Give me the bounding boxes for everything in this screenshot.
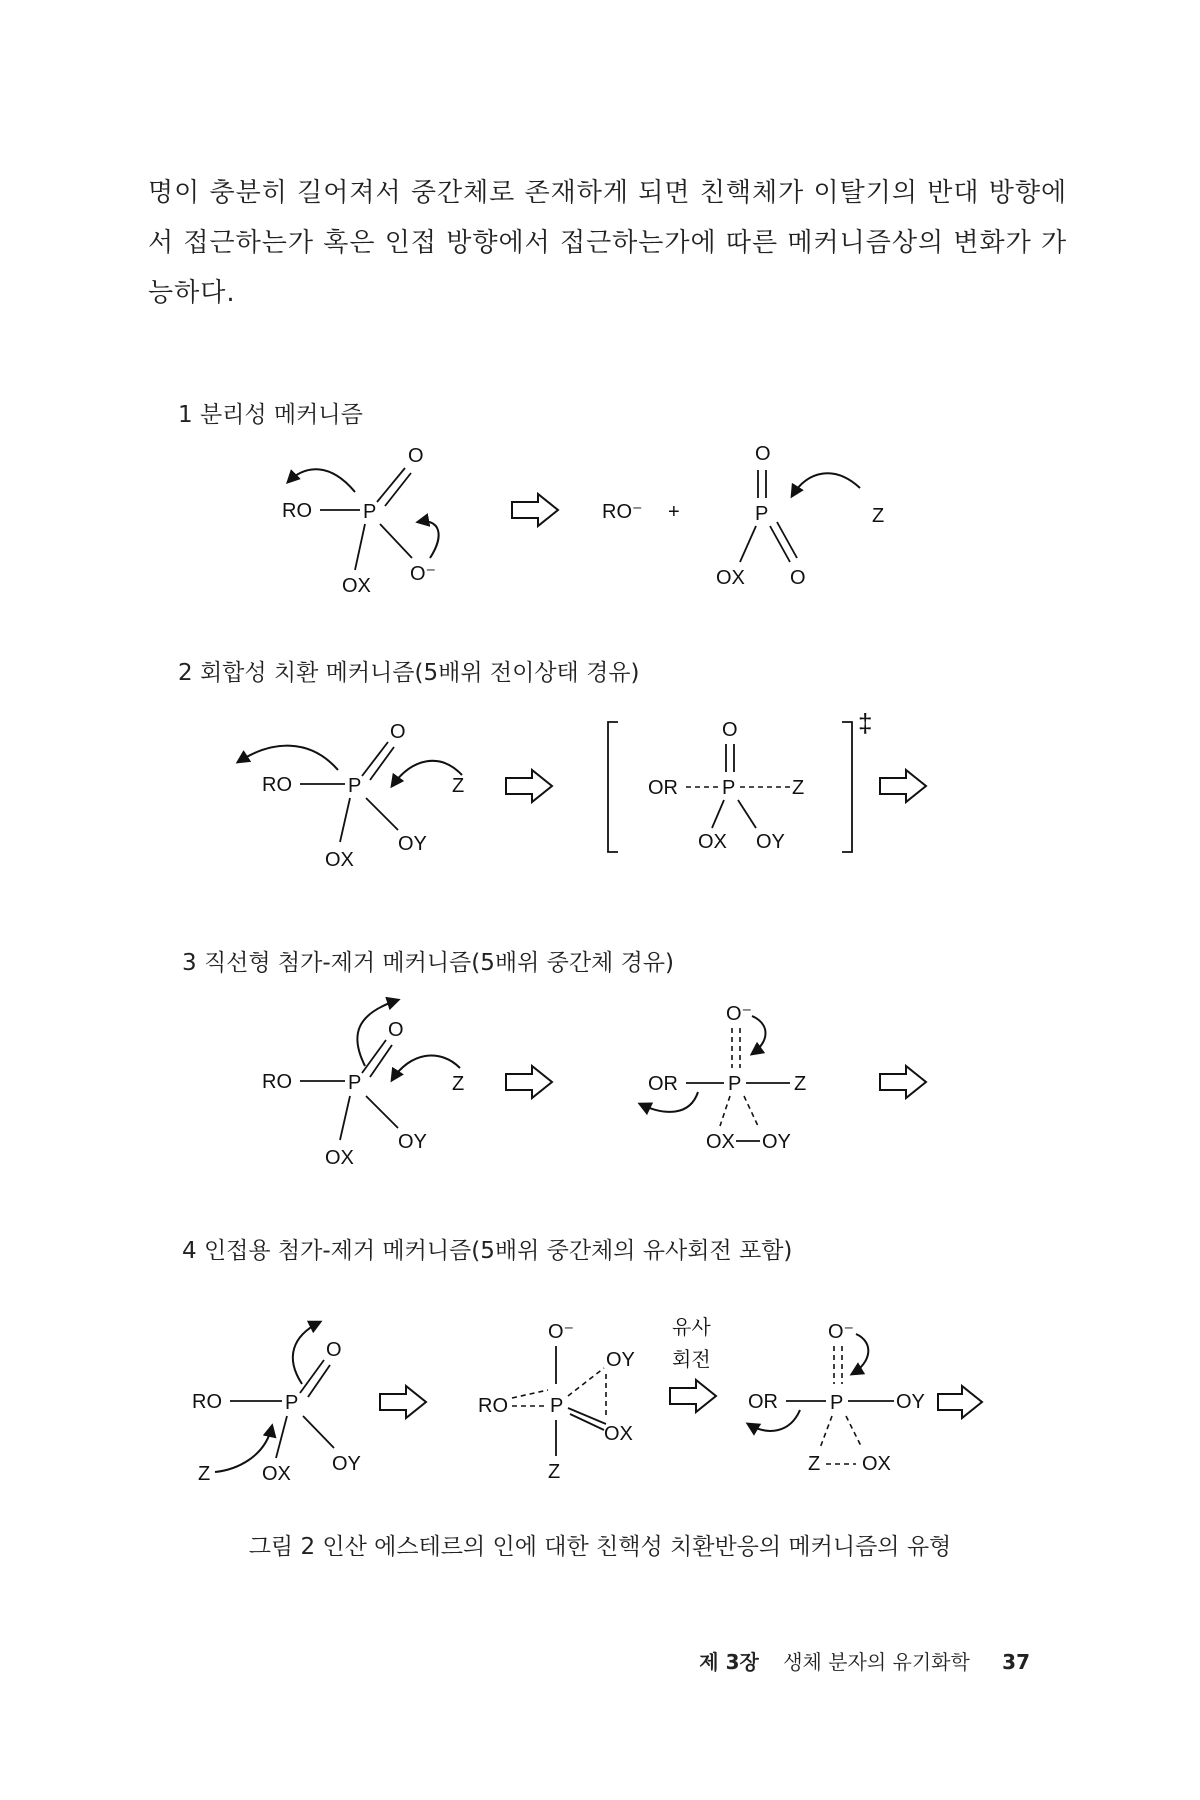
label-Z: Z (808, 1453, 821, 1475)
scheme-3-in-line (0, 986, 1200, 1176)
label-P: P (728, 1073, 742, 1095)
label-O: O (408, 445, 424, 467)
label-O: O (388, 1019, 404, 1041)
label-OX: OX (342, 575, 371, 597)
label-OX: OX (716, 567, 745, 589)
label-RO: RO (262, 1071, 292, 1093)
label-plus: + (668, 501, 680, 523)
label-RO: RO (262, 774, 292, 796)
label-P: P (348, 1072, 362, 1094)
paragraph-line: 능하다. (148, 278, 236, 308)
reaction-arrow-icon (380, 1386, 426, 1418)
label-P: P (722, 777, 736, 799)
reaction-arrow-icon (880, 1066, 926, 1098)
reaction-arrow-icon (880, 770, 926, 802)
label-pseudo-rotation-1: 유사 (672, 1315, 711, 1339)
label-Z: Z (548, 1461, 561, 1483)
label-dagger: ‡ (858, 708, 873, 738)
label-O: O (390, 721, 406, 743)
label-O-minus: O⁻ (828, 1321, 855, 1343)
footer-title: 생체 분자의 유기화학 (783, 1650, 970, 1674)
label-Z: Z (792, 777, 805, 799)
label-OR: OR (748, 1391, 778, 1413)
label-Z: Z (452, 1073, 465, 1095)
label-OR: OR (648, 1073, 678, 1095)
label-OX: OX (325, 1147, 354, 1169)
label-OY: OY (606, 1349, 635, 1371)
label-OY: OY (332, 1453, 361, 1475)
label-O-minus: O⁻ (548, 1321, 575, 1343)
label-OY: OY (398, 833, 427, 855)
section-title-3: 3 직선형 첨가-제거 메커니즘(5배위 중간체 경유) (182, 950, 674, 976)
label-OX: OX (698, 831, 727, 853)
label-O: O (790, 567, 806, 589)
scheme-4-adjacent (0, 1278, 1200, 1488)
reaction-arrow-icon (506, 770, 552, 802)
section-title-1: 1 분리성 메커니즘 (178, 402, 363, 428)
footer-chapter: 제 3장 (699, 1650, 759, 1674)
label-OY: OY (762, 1131, 791, 1153)
label-P: P (285, 1392, 299, 1414)
reaction-arrow-icon (938, 1386, 982, 1418)
page-number: 37 (1002, 1650, 1030, 1674)
label-O-minus: O⁻ (726, 1003, 753, 1025)
label-Z: Z (452, 775, 465, 797)
label-P: P (830, 1392, 844, 1414)
scheme-1-dissociative (0, 440, 1200, 610)
figure-caption: 그림 2 인산 에스테르의 인에 대한 친핵성 치환반응의 메커니즘의 유형 (248, 1534, 952, 1560)
label-O: O (722, 719, 738, 741)
label-pseudo-rotation-2: 회전 (672, 1347, 711, 1371)
label-OY: OY (756, 831, 785, 853)
body-paragraph (148, 168, 1068, 318)
label-P: P (550, 1395, 564, 1417)
page-footer (699, 1646, 1030, 1675)
scheme-2-associative (0, 700, 1200, 890)
label-OY: OY (398, 1131, 427, 1153)
label-P: P (755, 503, 769, 525)
paragraph-line: 서 접근하는가 혹은 인접 방향에서 접근하는가에 따른 메커니즘상의 변화가 가 (148, 228, 1068, 258)
label-O: O (326, 1339, 342, 1361)
label-OX: OX (604, 1423, 633, 1445)
label-OX: OX (706, 1131, 735, 1153)
label-Z: Z (872, 505, 885, 527)
label-RO-minus: RO⁻ (602, 501, 643, 523)
label-OY: OY (896, 1391, 925, 1413)
label-OR: OR (648, 777, 678, 799)
section-title-2: 2 회합성 치환 메커니즘(5배위 전이상태 경유) (178, 660, 640, 686)
label-OX: OX (862, 1453, 891, 1475)
pseudorotation-arrow-icon (670, 1380, 716, 1412)
label-Z: Z (794, 1073, 807, 1095)
label-RO: RO (478, 1395, 508, 1417)
reaction-arrow-icon (506, 1066, 552, 1098)
label-RO: RO (282, 500, 312, 522)
label-O: O (755, 443, 771, 465)
label-O-minus: O⁻ (410, 563, 437, 585)
label-RO: RO (192, 1391, 222, 1413)
label-OX: OX (325, 849, 354, 871)
label-P: P (348, 775, 362, 797)
label-Z: Z (198, 1463, 211, 1485)
label-P: P (363, 501, 377, 523)
label-OX: OX (262, 1463, 291, 1485)
section-title-4: 4 인접용 첨가-제거 메커니즘(5배위 중간체의 유사회전 포함) (182, 1238, 793, 1264)
reaction-arrow-icon (512, 494, 558, 526)
paragraph-line: 명이 충분히 길어져서 중간체로 존재하게 되면 친핵체가 이탈기의 반대 방향에 (148, 178, 1068, 208)
